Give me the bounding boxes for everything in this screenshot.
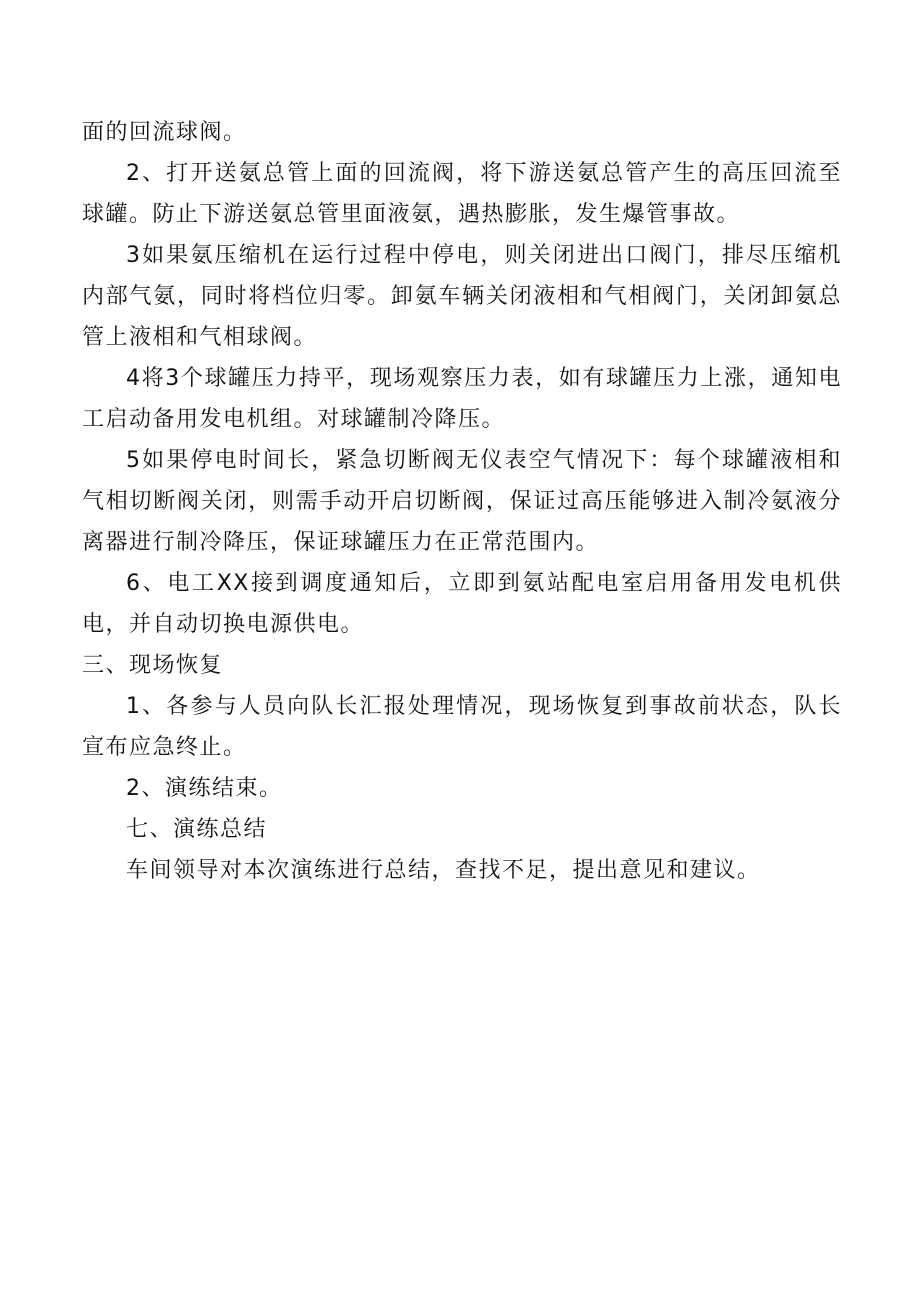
section-heading-site-recovery: 三、现场恢复 [82, 653, 224, 678]
paragraph-step-3: 3如果氨压缩机在运行过程中停电，则关闭进出口阀门，排尽压缩机内部气氨，同时将档位归零。卸氨车辆关闭液相和气相阀门，关闭卸氨总管上液相和气相球阀。 [82, 243, 842, 350]
section-heading-drill-summary: 七、演练总结 [126, 817, 268, 842]
paragraph-summary: 车间领导对本次演练进行总结，查找不足，提出意见和建议。 [126, 858, 761, 883]
document-body [82, 112, 842, 891]
paragraph-step-4: 4将3个球罐压力持平，现场观察压力表，如有球罐压力上涨，通知电工启动备用发电机组。对球罐制冷降压。 [82, 366, 842, 432]
paragraph-step-6: 6、电工XX接到调度通知后，立即到氨站配电室启用备用发电机供电，并自动切换电源供电。 [82, 571, 842, 637]
paragraph-continuation: 面的回流球阀。 [82, 120, 247, 145]
paragraph-step-2: 2、打开送氨总管上面的回流阀，将下游送氨总管产生的高压回流至球罐。防止下游送氨总管里面液氨，遇热膨胀，发生爆管事故。 [82, 161, 842, 227]
paragraph-recovery-2: 2、演练结束。 [126, 776, 283, 801]
paragraph-step-5: 5如果停电时间长，紧急切断阀无仪表空气情况下：每个球罐液相和气相切断阀关闭，则需手动开启切断阀，保证过高压能够进入制冷氨液分离器进行制冷降压，保证球罐压力在正常范围内。 [82, 448, 842, 555]
paragraph-recovery-1: 1、各参与人员向队长汇报处理情况，现场恢复到事故前状态，队长宣布应急终止。 [82, 694, 842, 760]
